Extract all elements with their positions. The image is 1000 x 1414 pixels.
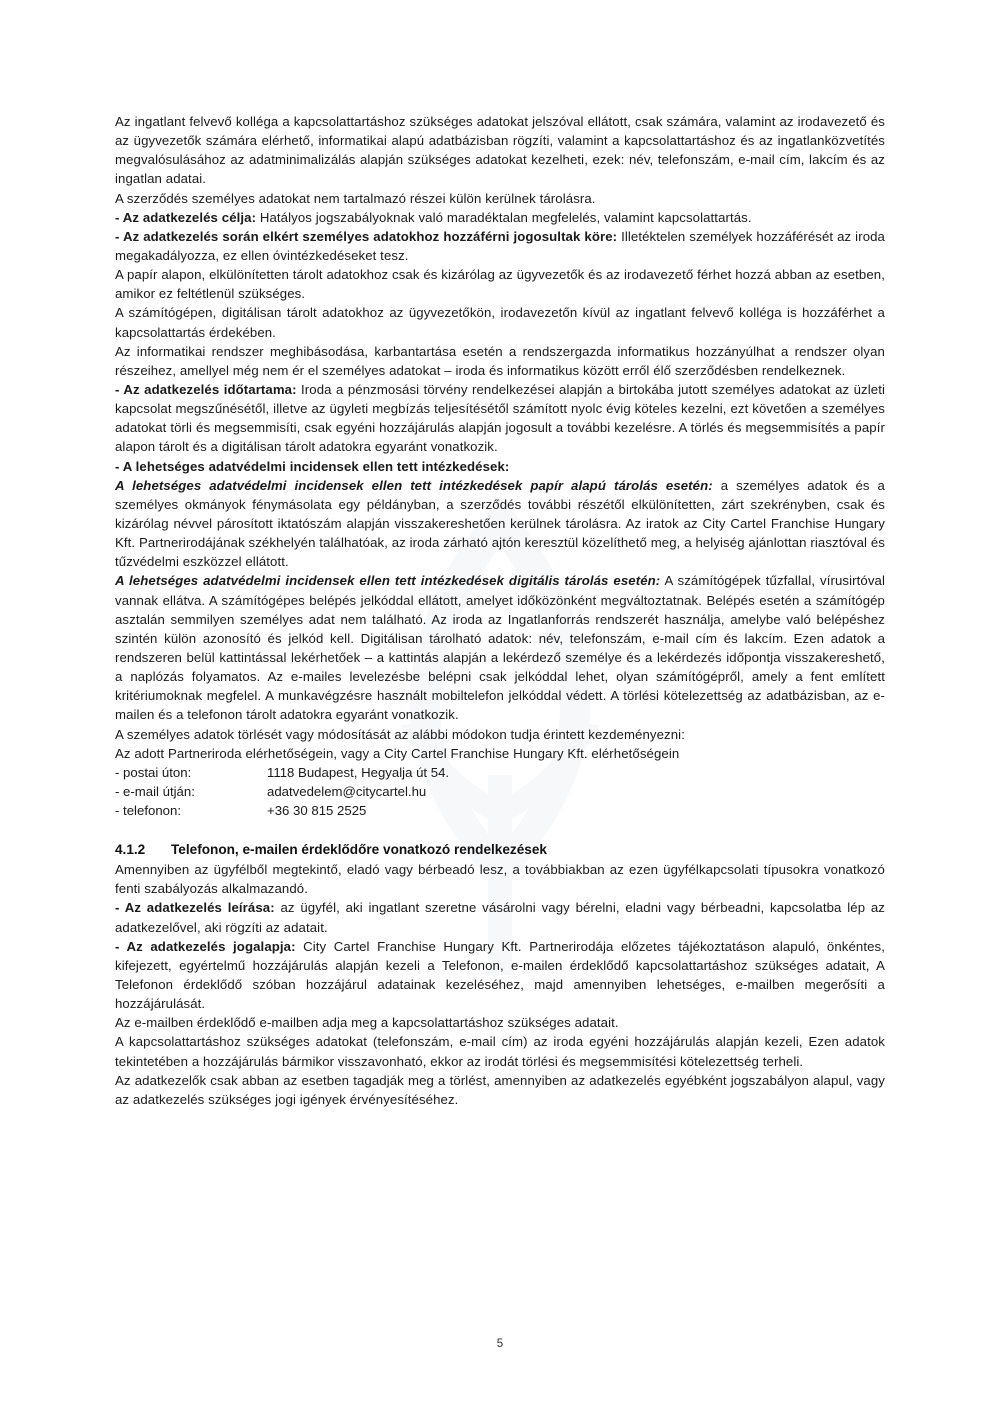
contact-row <box>115 763 885 782</box>
text-run: - Az adatkezelés leírása: <box>115 900 275 916</box>
text-run: Az e-mailben érdeklődő e-mailben adja meg a kapcsolattartáshoz szükséges adatait. <box>115 1015 619 1031</box>
contact-list <box>115 763 885 820</box>
section-number: 4.1.2 <box>115 842 146 858</box>
text-run: A szerződés személyes adatokat nem tartalmazó részei külön kerülnek tárolásra. <box>115 190 596 206</box>
paragraph-group-top <box>115 112 885 763</box>
paragraph-q4 <box>115 1013 885 1032</box>
text-run: City Cartel Franchise Hungary Kft. Partnerirodája előzetes tájékoztatáson alapuló, önkéntes, kifejezett, egyértelmű hozzájárulás alapján kezeli a Telefonon, e-mailen érdeklődő kapcsolattartáshoz szükséges adatait, A Telefonon érdeklődő szóban hozzájárul adatainak kezeléséhez, majd amennyiben lehetséges, e-mailben megerősíti a hozzájárulását. <box>115 938 885 1012</box>
text-run: Illetéktelen személyek hozzáférését az iroda megakadályozza, ez ellen óvintézkedéseket tesz. <box>115 228 885 263</box>
paragraph-p11 <box>115 571 885 724</box>
paragraph-p4 <box>115 227 885 265</box>
paragraph-p6 <box>115 303 885 341</box>
contact-value: +36 30 815 2525 <box>267 803 367 819</box>
paragraph-p10 <box>115 476 885 572</box>
contact-row <box>115 782 885 801</box>
document-body <box>115 112 885 1109</box>
text-run: Amennyiben az ügyfélből megtekintő, eladó vagy bérbeadó lesz, a továbbiakban az ezen ügyfélkapcsolati típusokra vonatkozó fenti szabályozás alkalmazandó. <box>115 862 885 897</box>
text-run: kapcsolattartás. <box>657 209 752 225</box>
text-run: A számítógépen, digitálisan tárolt adatokhoz az ügyvezetőkön, irodavezetőn kívül az ingatlant felvevő kolléga is hozzáférhet a kapcsolattartás érdekében. <box>115 305 885 340</box>
paragraph-p9 <box>115 457 885 476</box>
paragraph-p13 <box>115 744 885 763</box>
text-run: - A lehetséges adatvédelmi incidensek ellen tett intézkedések: <box>115 458 510 474</box>
text-run: - Az adatkezelés időtartama: <box>115 381 297 397</box>
contact-value: 1118 Budapest, Hegyalja út 54. <box>267 764 450 780</box>
text-run: Iroda a pénzmosási törvény rendelkezései alapján a birtokába jutott személyes adatokat az üzleti kapcsolat megszűnésétől, illetve az ügyleti megbízás teljesítésétől számított nyolc évig köteles kezelni, ezt követően a személyes adatokat törli és megsemmisíti, csak egyéni hozzájárulás alapján jogosult a további kezelésre. A törlés és megsemmisítés a papír alapon tárolt és a digitálisan tárolt adatokra egyaránt vonatkozik. <box>115 381 886 455</box>
contact-label: - e-mail útján: <box>115 783 195 799</box>
contact-row <box>115 801 885 820</box>
text-run: Hatályos jogszabályoknak való maradéktalan megfelelés, valamint <box>256 209 658 225</box>
text-run: A számítógépek tűzfallal, vírusirtóval vannak ellátva. A számítógépes belépés jelkóddal ellátott, amelyet időközönként megváltoztatnak. Belépés esetén a számítógép asztalán semmilyen személyes adat nem található. Az iroda az Ingatlanforrás rendszerét használja, amelybe való belépéshez szintén külön azonosító és jelkód kell. Digitálisan tárolható adatok: név, telefonszám, e-mail cím és lakcím. Ezen adatok a rendszeren belül kattintással lekérhetőek – a kattintás alapján a lekérdező személye és a lekérdezés időpontja visszakereshető, a naplózás folyamatos. Az e-mailes levelezésbe belépni csak jelkóddal lehet, olyan számítógépről, amely a fent említett kritériumoknak megfelel. A munkavégzésre használt mobiltelefon jelkóddal védett. A törlési kötelezettség az adatbázisban, az e-mailen és a telefonon tárolt adatokra egyaránt vonatkozik. <box>115 573 885 723</box>
section-title: Telefonon, e-mailen érdeklődőre vonatkozó rendelkezések <box>171 842 547 858</box>
text-run: A lehetséges adatvédelmi incidensek ellen tett intézkedések digitális tárolás esetén: <box>115 573 661 589</box>
text-run: Az adott Partneriroda elérhetőségein, vagy a City Cartel Franchise Hungary Kft. elérhetőségein <box>115 745 680 761</box>
paragraph-p7 <box>115 342 885 380</box>
text-run: - Az adatkezelés célja: <box>115 209 257 225</box>
paragraph-p8 <box>115 380 885 457</box>
contact-label: - telefonon: <box>115 803 181 819</box>
paragraph-p12 <box>115 725 885 744</box>
paragraph-q5 <box>115 1032 885 1070</box>
text-run: - Az adatkezelés során elkért személyes adatokhoz hozzáférni jogosultak köre: <box>115 228 618 244</box>
contact-label: - postai úton: <box>115 764 192 780</box>
text-run: Az ingatlant felvevő kolléga a kapcsolattartáshoz szükséges adatokat jelszóval ellátott, csak számára, valamint az irodavezető és az ügyvezetők számára elérhető, informatikai alapú adatbázisban rögzíti, valamint a kapcsolattartáshoz és az ingatlanközvetítés megvalósulásához az adatminimalizálás alapján szükséges adatokat kezelheti, ezek: név, telefonszám, e-mail cím, lakcím és az ingatlan adatai. <box>115 114 885 187</box>
paragraph-q6 <box>115 1071 885 1109</box>
paragraph-p5 <box>115 265 885 303</box>
contact-value: adatvedelem@citycartel.hu <box>267 783 427 799</box>
paragraph-q2 <box>115 898 885 936</box>
paragraph-p3 <box>115 208 885 227</box>
text-run: Az informatikai rendszer meghibásodása, karbantartása esetén a rendszergazda informatikus hozzányúlhat a rendszer olyan részeihez, amellyel még nem ér el személyes adatokat – iroda és informatikus között erről élő szerződésben rendelkeznek. <box>115 343 885 378</box>
text-run: A kapcsolattartáshoz szükséges adatokat (telefonszám, e-mail cím) az iroda egyéni hozzájárulás alapján kezeli, Ezen adatok tekintetében a hozzájárulás bármikor visszavonható, ekkor az irodát törlési és megsemmisítési kötelezettség terheli. <box>115 1034 885 1069</box>
paragraph-q1 <box>115 860 885 898</box>
text-run: - Az adatkezelés jogalapja: <box>115 938 296 954</box>
text-run: Az adatkezelők csak abban az esetben tagadják meg a törlést, amennyiben az adatkezelés egyébként jogszabályon alapul, vagy az adatkezelés szükséges jogi igények érvényesítéséhez. <box>115 1072 885 1107</box>
text-run: A személyes adatok törlését vagy módosítását az alábbi módokon tudja érintett kezdeményezni: <box>115 726 685 742</box>
text-run: a személyes adatok és a személyes okmányok fénymásolata egy példányban, a szerződés további részétől elkülönítetten, zárt szekrényben, csak és kizárólag névvel párosított iktatószám alapján visszakereshetően kerülnek tárolásra. Az iratok az City Cartel Franchise Hungary Kft. Partnerirodájának székhelyén találhatóak, az iroda zárható ajtón keresztül közelíthető meg, a helyiség ajánlottan riasztóval és tűzvédelmi eszközzel ellátott. <box>115 477 885 570</box>
paragraph-p1 <box>115 112 885 189</box>
paragraph-p2 <box>115 189 885 208</box>
page-number: 5 <box>496 1338 504 1350</box>
section-heading <box>115 842 885 857</box>
text-run: az ügyfél, aki ingatlant szeretne vásárolni vagy bérelni, eladni vagy bérbeadni, kapcsolatba lép az adatkezelővel, aki rögzíti az adatait. <box>115 900 885 935</box>
text-run: A papír alapon, elkülönítetten tárolt adatokhoz csak és kizárólag az ügyvezetők és az irodavezető férhet hozzá abban az esetben, amikor ez feltétlenül szükséges. <box>115 267 885 302</box>
paragraph-q3 <box>115 937 885 1014</box>
paragraph-group-bottom <box>115 860 885 1109</box>
text-run: A lehetséges adatvédelmi incidensek ellen tett intézkedések papír alapú tárolás esetén: <box>115 477 713 493</box>
